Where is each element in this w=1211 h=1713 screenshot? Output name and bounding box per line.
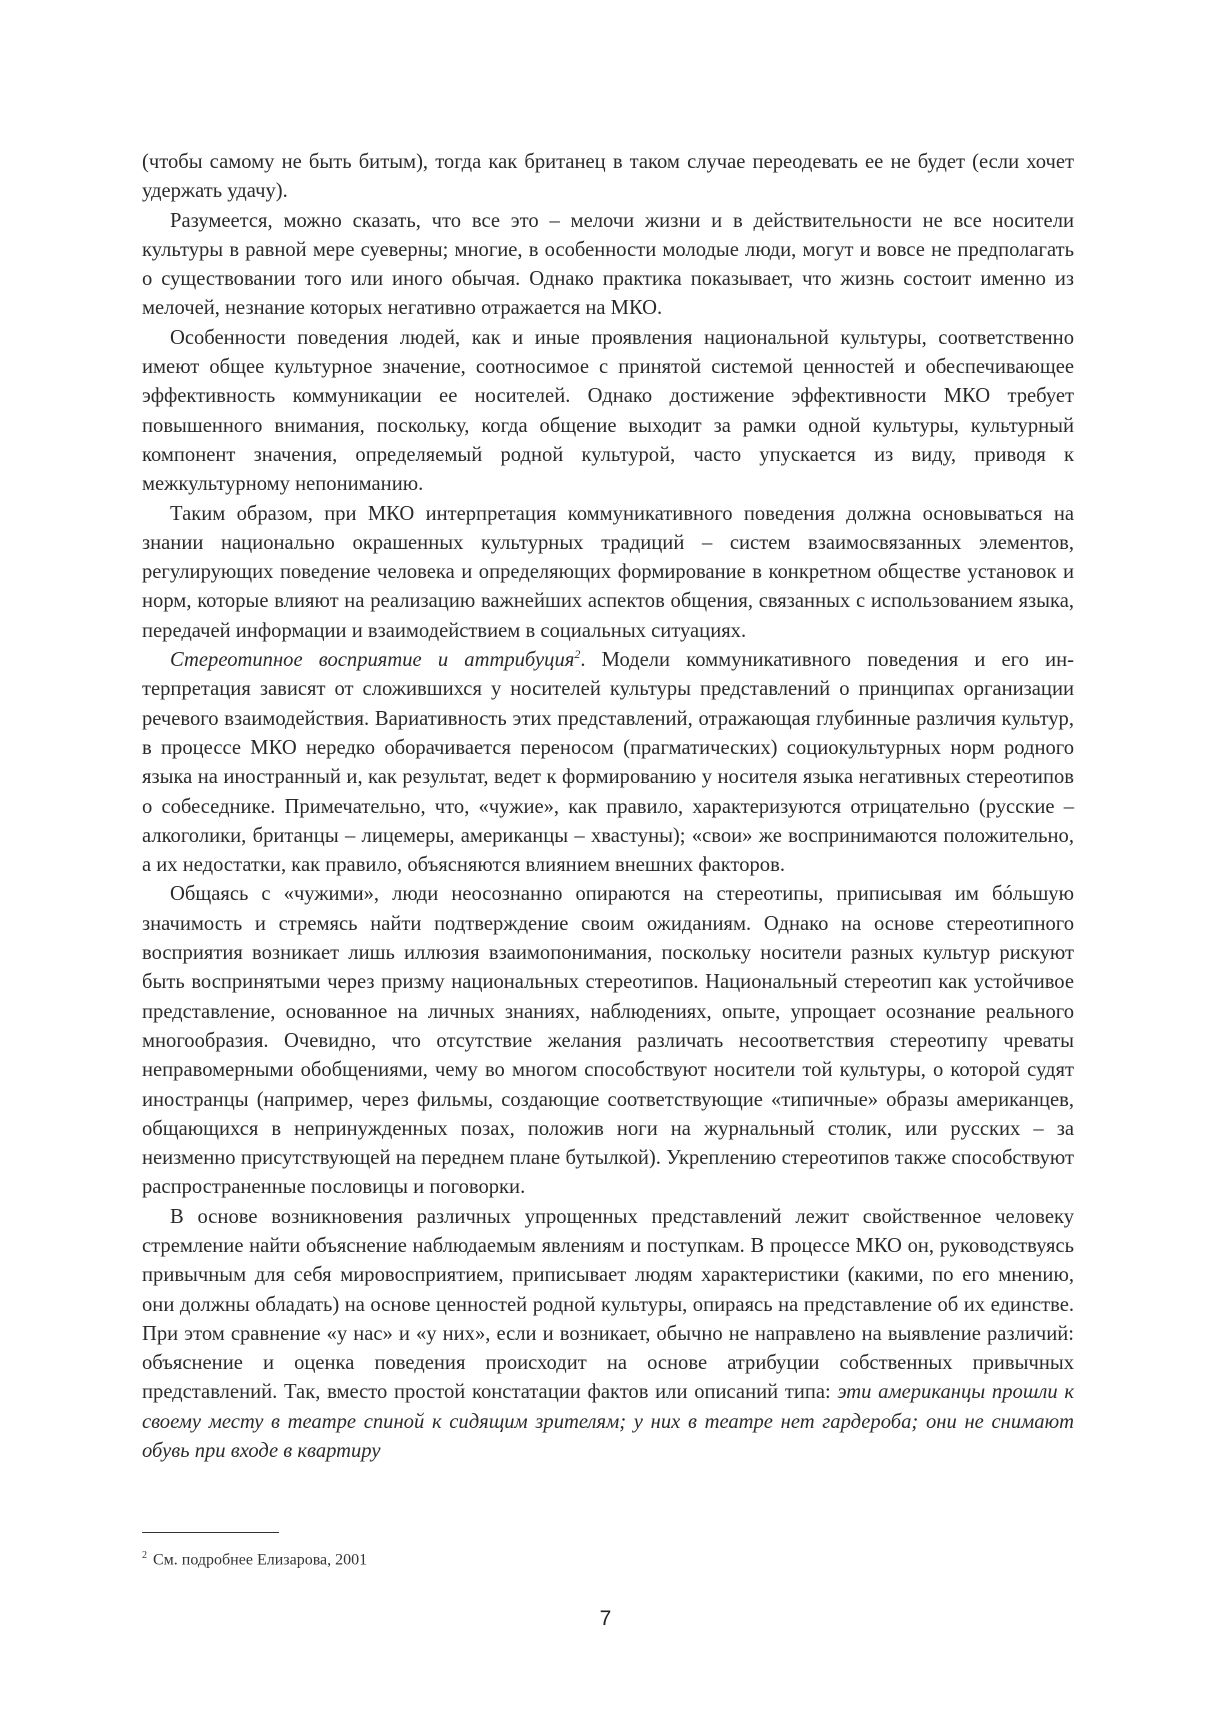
paragraph-5-text: . Модели коммуникативного поведения и его интерпретация зависят от сложившихся у носителей культуры представлений о принципах организации речевого взаимодействия. Вариативность этих представлений, отражающая глубинные различия культур, в процессе МКО нередко оборачивается переносом (прагматических) социокультурных норм родного языка на иностранный и, как результат, ведет к формированию у носителя языка негативных стереотипов о собеседнике. Примечательно, что, «чужие», как правило, характеризуются отрицательно (русские – алкоголики, британцы – лицемеры, американцы – хвастуны); «свои» же воспринимаются положительно, а их недостатки, как правило, объясняются влиянием внешних факторов.	[142, 649, 1074, 877]
paragraph-5	[142, 646, 1074, 880]
footnote-separator	[142, 1532, 279, 1533]
paragraph-1	[142, 148, 1074, 207]
footnote-reference: 2	[574, 647, 581, 662]
paragraph-1-text: (чтобы самому не быть битым), тогда как британец в таком случае переодевать ее не будет (если хочет удержать удачу).	[142, 151, 1074, 203]
page-number: 7	[599, 1607, 612, 1630]
paragraph-3	[142, 324, 1074, 500]
paragraph-2	[142, 207, 1074, 324]
footnote-text: См. подробнее Елизарова, 2001	[153, 1551, 368, 1569]
paragraph-6-text: Общаясь с «чужими», люди неосознанно опираются на стереотипы, приписывая им бóльшую значимость и стремясь найти подтверждение своим ожиданиям. Однако на основе стереотипного восприятия возникает лишь иллюзия взаимопонимания, поскольку носители разных культур рискуют быть воспринятыми через призму национальных стереотипов. Национальный стереотип как устойчивое представление, основанное на личных знаниях, наблюдениях, опыте, упрощает осознание реального многообразия. Очевидно, что отсутствие желания различать несоответствия стереотипу чреваты неправомерными обобщениями, чему во многом способствуют носители той культуры, о которой судят иностранцы (например, через фильмы, создающие соответствующие «типичные» образы американцев, общающихся в непринужденных позах, положив ноги на журнальный столик, или русских – за неизменно присутствующей на переднем плане бутылкой). Укреплению стереотипов также способствуют распространенные пословицы и поговорки.	[142, 883, 1074, 1199]
paragraph-7	[142, 1203, 1074, 1467]
paragraph-7-text: В основе возникновения различных упрощенных представлений лежит свойственное человеку стремление найти объяснение наблюдаемым явлениям и поступкам. В процессе МКО он, руководствуясь привычным для себя мировосприятием, приписывает людям характеристики (какими, по его мнению, они должны обладать) на основе ценностей родной культуры, опираясь на представление об их единстве. При этом сравнение «у нас» и «у них», если и возникает, обычно не направлено на выявление различий: объяснение и оценка поведения происходит на основе атрибуции собственных привычных представлений. Так, вместо простой констатации фактов или описаний типа:	[142, 1205, 1074, 1404]
paragraph-4	[142, 500, 1074, 646]
paragraph-2-text: Разумеется, можно сказать, что все это – мелочи жизни и в действительности не все носители культуры в равной мере суеверны; многие, в особенности молодые люди, могут и вовсе не предполагать о существовании того или иного обычая. Однако практика показывает, что жизнь состоит именно из мелочей, незнание которых негативно отражается на МКО.	[142, 209, 1074, 320]
section-heading-italic: Стереотипное восприятие и аттрибуция	[170, 649, 575, 672]
paragraph-6	[142, 880, 1074, 1202]
paragraph-7-italic-example: эти американцы прошли к своему месту в театре спиной к сидящим зрителям; у них в театре нет гардероба; они не снимают обувь при входе в квартиру	[142, 1381, 1074, 1463]
page-body	[142, 148, 1074, 1466]
footnote	[142, 1546, 367, 1570]
paragraph-4-text: Таким образом, при МКО интерпретация коммуникативного поведения должна основываться на знании национально окрашенных культурных традиций – систем взаимосвязанных элементов, регулирующих поведение человека и определяющих формирование в конкретном обществе установок и норм, которые влияют на реализацию важнейших аспектов общения, связанных с использованием языка, передачей информации и взаимодействием в социальных ситуациях.	[142, 502, 1074, 642]
footnote-marker: 2	[142, 1550, 147, 1561]
paragraph-3-text: Особенности поведения людей, как и иные проявления национальной культуры, соответственно имеют общее культурное значение, соотносимое с принятой системой ценностей и обеспечивающее эффективность коммуникации ее носителей. Однако достижение эффективности МКО требует повышенного внимания, поскольку, когда общение выходит за рамки одной культуры, культурный компонент значения, определяемый родной культурой, часто упускается из виду, приводя к межкультурному непониманию.	[142, 326, 1074, 496]
